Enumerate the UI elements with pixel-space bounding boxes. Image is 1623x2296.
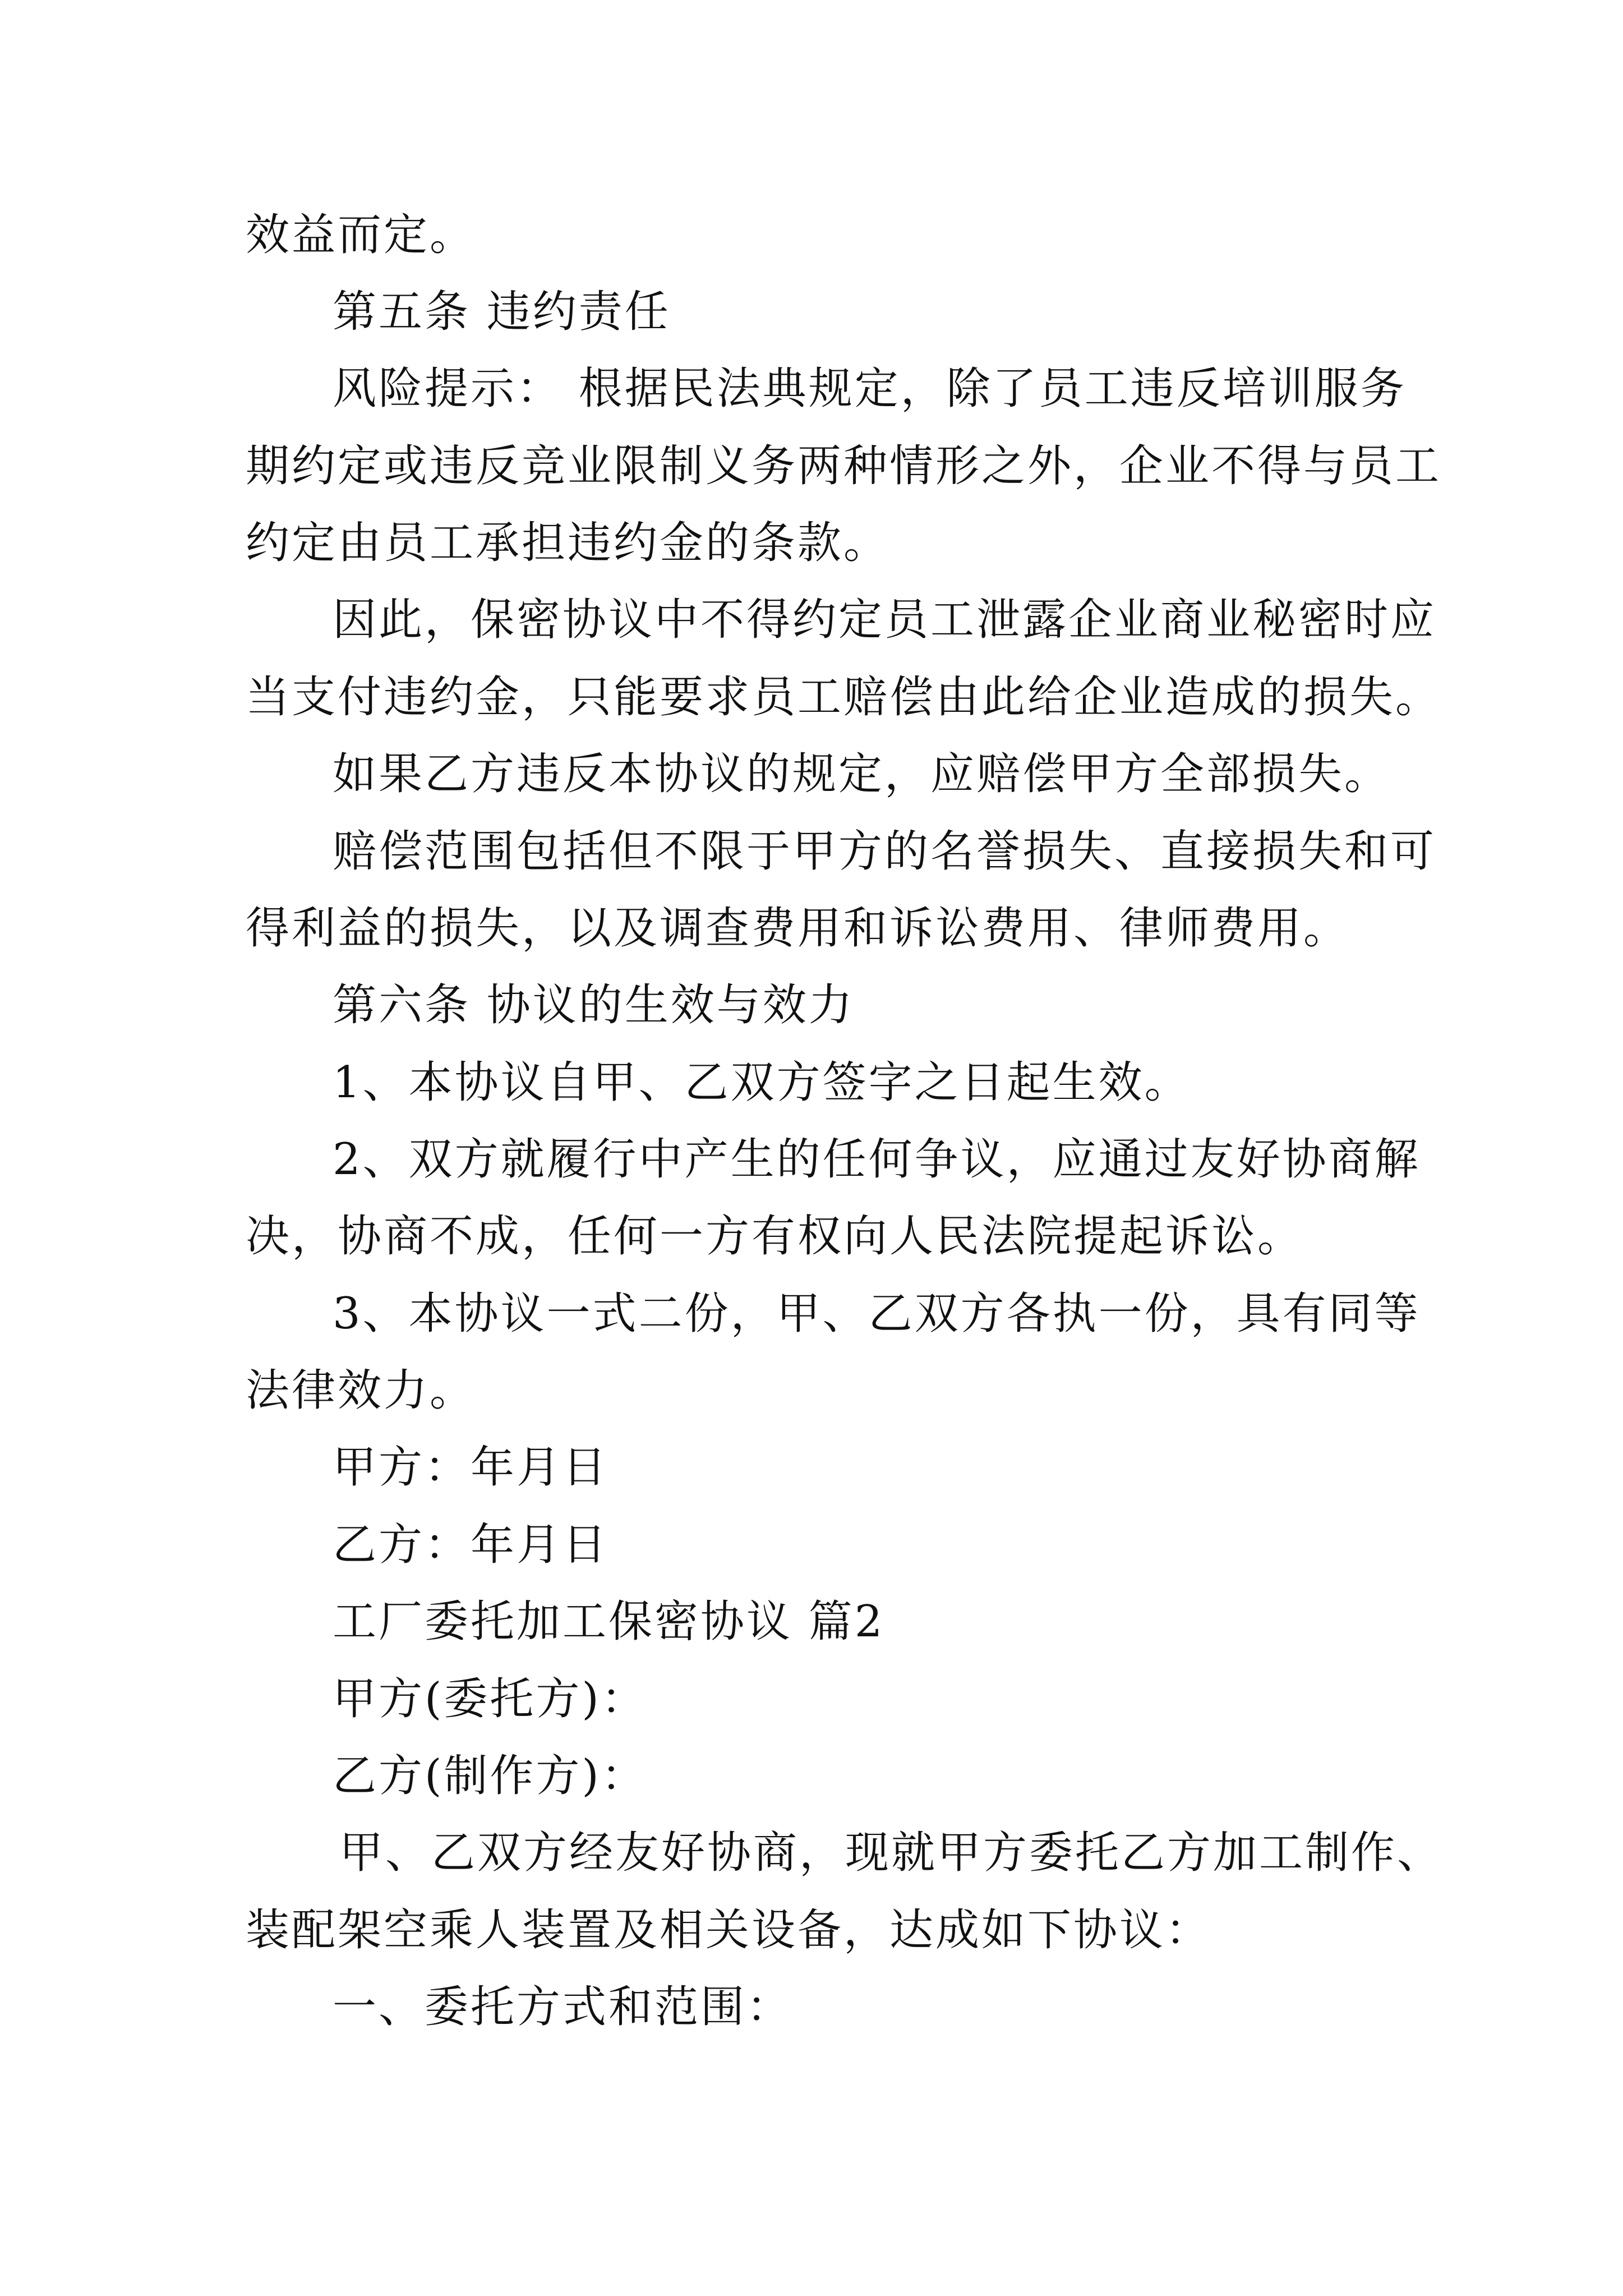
party-b-label: 乙方(制作方)： (333, 1751, 647, 1801)
text-line: 赔偿范围包括但不限于甲方的名誉损失、直接损失和可 (333, 826, 1437, 877)
text-line: 如果乙方违反本协议的规定，应赔偿甲方全部损失。 (333, 749, 1391, 799)
document-title: 工厂委托加工保密协议 篇2 (333, 1596, 885, 1647)
text-line: 法律效力。 (246, 1365, 476, 1416)
text-line: 风险提示： 根据民法典规定，除了员工违反培训服务 (333, 364, 1407, 414)
signature-line-party-a: 甲方：年月日 (333, 1442, 609, 1493)
text-line: 约定由员工承担违约金的条款。 (246, 518, 890, 568)
section-heading: 第五条 违约责任 (333, 287, 671, 337)
text-line: 决，协商不成，任何一方有权向人民法院提起诉讼。 (246, 1211, 1304, 1262)
text-line: 3、本协议一式二份，甲、乙双方各执一份，具有同等 (333, 1289, 1421, 1339)
text-line: 得利益的损失，以及调查费用和诉讼费用、律师费用。 (246, 903, 1350, 954)
text-line: 效益而定。 (246, 210, 476, 260)
text-line: 1、本协议自甲、乙双方签字之日起生效。 (333, 1057, 1191, 1108)
text-line: 装配架空乘人装置及相关设备，达成如下协议： (246, 1905, 1212, 1955)
party-a-label: 甲方(委托方)： (333, 1674, 647, 1724)
text-line: 当支付违约金，只能要求员工赔偿由此给企业造成的损失。 (246, 672, 1442, 723)
text-line: 甲、乙双方经友好协商，现就甲方委托乙方加工制作、 (339, 1828, 1444, 1878)
text-line: 因此，保密协议中不得约定员工泄露企业商业秘密时应 (333, 595, 1437, 645)
text-line: 期约定或违反竞业限制义务两种情形之外，企业不得与员工 (246, 441, 1442, 491)
text-line: 2、双方就履行中产生的任何争议，应通过友好协商解 (333, 1134, 1421, 1185)
section-heading: 一、委托方式和范围： (333, 1982, 793, 2032)
section-heading: 第六条 协议的生效与效力 (333, 980, 855, 1030)
signature-line-party-b: 乙方：年月日 (333, 1520, 609, 1570)
